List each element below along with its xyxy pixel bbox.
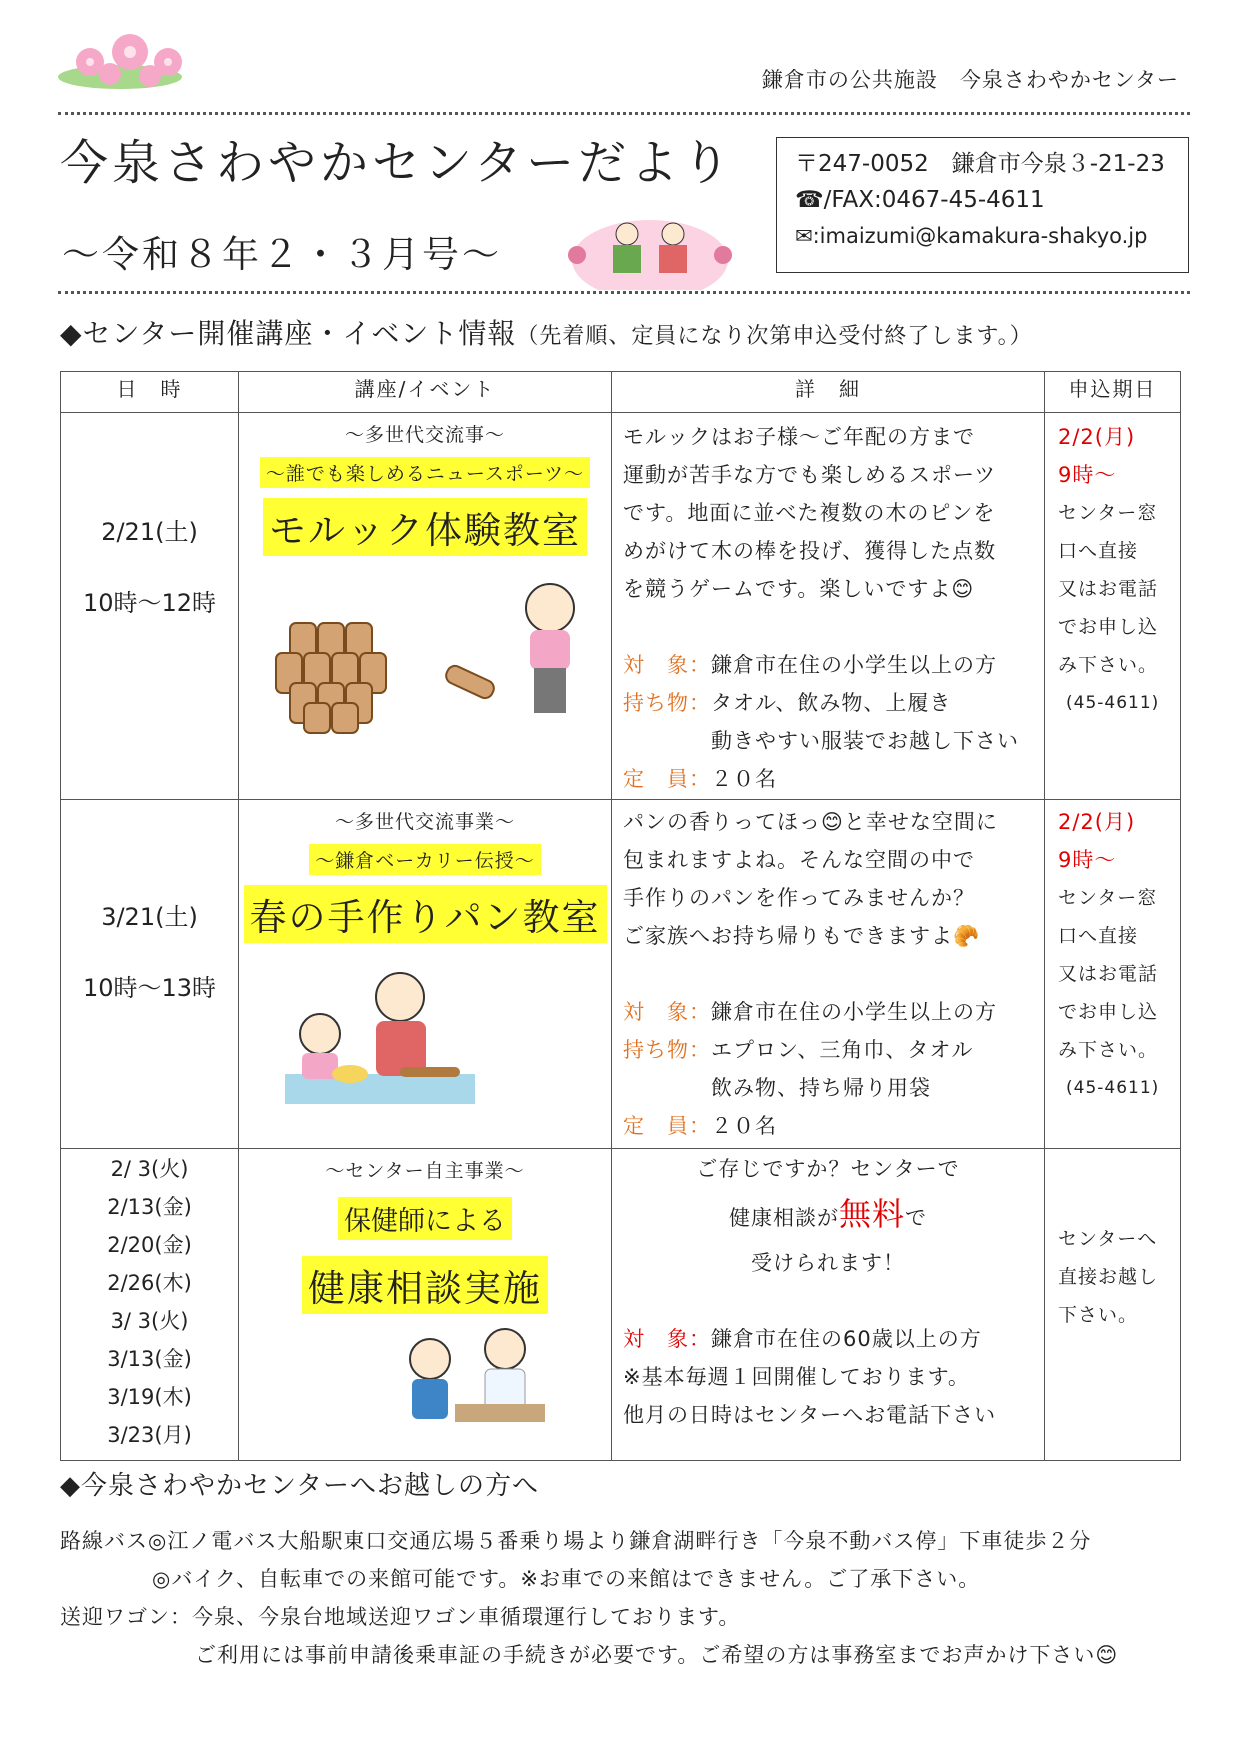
event-info: [239, 800, 612, 1149]
apply-line: み下さい。: [1058, 654, 1159, 676]
detail-line: 運動が苦手な方でも楽しめるスポーツ: [623, 463, 997, 487]
apply-line: 又はお電話: [1058, 578, 1159, 600]
event-deadline: [1045, 800, 1181, 1149]
deadline-date: 2/2(月): [1058, 810, 1136, 834]
event-category: ～多世代交流事業～: [334, 811, 515, 833]
event-date: 2/21(土): [101, 518, 198, 546]
table-row: [61, 800, 1181, 1149]
detail-line: パンの香りってほっ😊と幸せな空間に: [623, 810, 998, 834]
apply-line: 口へ直接: [1058, 925, 1139, 947]
events-heading: [60, 312, 1033, 352]
column-header: 詳 細: [612, 372, 1045, 413]
items-value: タオル、飲み物、上履き: [711, 691, 952, 715]
health-apply: [1045, 1149, 1181, 1461]
event-deadline: [1045, 413, 1181, 800]
table-header-row: [61, 372, 1181, 413]
deadline-time: 9時～: [1058, 463, 1117, 487]
apply-line: でお申し込: [1058, 1001, 1159, 1023]
health-date: 2/13(金): [107, 1195, 192, 1219]
health-date: 3/13(金): [107, 1347, 192, 1371]
issue-label: ～令和８年２・３月号～: [62, 233, 502, 276]
apply-line: 又はお電話: [1058, 963, 1159, 985]
health-date: 2/20(金): [107, 1233, 192, 1257]
divider: [58, 112, 1190, 115]
health-line3: 受けられます！: [751, 1251, 905, 1275]
target-value: 鎌倉市在住の小学生以上の方: [711, 1000, 997, 1024]
column-header: 申込期日: [1045, 372, 1181, 413]
event-datetime: [61, 800, 239, 1149]
items-label: 持ち物：: [623, 691, 711, 715]
detail-line: です。地面に並べた複数の木のピンを: [623, 501, 996, 525]
apply-line: センター窓: [1058, 502, 1158, 524]
detail-line: ご家族へお持ち帰りもできますよ🥐: [623, 924, 981, 948]
health-line1: 保健師による: [338, 1197, 512, 1240]
health-note: 他月の日時はセンターへお電話下さい: [623, 1403, 997, 1427]
column-header: 講座/イベント: [239, 372, 612, 413]
events-note: （先着順、定員になり次第申込受付終了します。）: [516, 324, 1033, 349]
phone-fax: ☎/FAX:0467-45-4611: [795, 187, 1045, 213]
event-subtitle: ～誰でも楽しめるニュースポーツ～: [260, 457, 590, 488]
access-wagon: 送迎ワゴン：今泉、今泉台地域送迎ワゴン車循環運行しております。: [60, 1605, 741, 1629]
health-detail: [612, 1149, 1045, 1461]
organization-name: 鎌倉市の公共施設 今泉さわやかセンター: [761, 68, 1179, 92]
event-detail: [612, 800, 1045, 1149]
events-table: [60, 371, 1181, 1461]
health-intro: ご存じですか？センターで: [696, 1157, 960, 1181]
apply-line: み下さい。: [1058, 1039, 1159, 1061]
capacity-value: ２０名: [711, 767, 777, 791]
event-info: [239, 413, 612, 800]
health-free: 無料: [838, 1195, 905, 1233]
deadline-time: 9時～: [1058, 848, 1117, 872]
capacity-label: 定 員：: [623, 767, 711, 791]
apply-line: 口へ直接: [1058, 540, 1139, 562]
email-address: ✉:imaizumi@kamakura-shakyo.jp: [795, 224, 1148, 248]
capacity-label: 定 員：: [623, 1114, 711, 1138]
items-value: 飲み物、持ち帰り用袋: [711, 1076, 931, 1100]
health-title: 健康相談実施: [302, 1256, 548, 1314]
items-value: エプロン、三角巾、タオル: [711, 1038, 974, 1062]
table-row: [61, 413, 1181, 800]
target-label: 対 象：: [623, 1000, 711, 1024]
column-header: 日 時: [61, 372, 239, 413]
health-date: 3/19(木): [107, 1385, 192, 1409]
postal-address: 〒247-0052 鎌倉市今泉３-21-23: [795, 151, 1165, 177]
apply-phone: (45-4611): [1066, 1078, 1160, 1098]
health-pre: 健康相談が: [728, 1206, 839, 1230]
health-date: 3/ 3(火): [110, 1309, 189, 1333]
hina-dolls-icon: [565, 200, 735, 290]
event-date: 3/21(土): [101, 903, 198, 931]
health-date: 2/ 3(火): [110, 1157, 189, 1181]
detail-line: めがけて木の棒を投げ、獲得した点数: [623, 539, 997, 563]
target-label: 対 象：: [623, 1327, 711, 1351]
detail-line: を競うゲームです。楽しいですよ😊: [623, 577, 975, 601]
bread-making-illustration: [240, 959, 610, 1114]
apply-phone: (45-4611): [1066, 693, 1160, 713]
divider: [58, 291, 1190, 294]
health-date: 3/23(月): [107, 1423, 192, 1447]
page-title: 今泉さわやかセンターだより: [60, 135, 735, 191]
target-label: 対 象：: [623, 653, 711, 677]
items-label: 持ち物：: [623, 1038, 711, 1062]
apply-line: 直接お越し: [1058, 1266, 1159, 1288]
access-bus: 路線バス◎江ノ電バス大船駅東口交通広場５番乗り場より鎌倉湖畔行き「今泉不動バス停」下車徒歩２分: [60, 1529, 1092, 1553]
access-bike: ◎バイク、自転車での来館可能です。※お車での来館はできません。ご了承下さい。: [152, 1567, 981, 1591]
cherry-blossom-icon: [50, 22, 205, 102]
events-heading-text: ◆センター開催講座・イベント情報: [60, 317, 517, 350]
apply-line: でお申し込: [1058, 616, 1159, 638]
health-info: [239, 1149, 612, 1461]
health-note: ※基本毎週１回開催しております。: [623, 1365, 970, 1389]
detail-line: 手作りのパンを作ってみませんか？: [623, 886, 975, 910]
detail-line: モルックはお子様～ご年配の方まで: [623, 425, 975, 449]
detail-line: 包まれますよね。そんな空間の中で: [623, 848, 975, 872]
event-title: モルック体験教室: [263, 498, 587, 556]
access-heading: ◆今泉さわやかセンターへお越しの方へ: [60, 1471, 539, 1501]
table-row: [61, 1149, 1181, 1461]
apply-line: センター窓: [1058, 887, 1158, 909]
event-time: 10時～12時: [82, 589, 217, 617]
health-date: 2/26(木): [107, 1271, 192, 1295]
health-category: ～センター自主事業～: [325, 1160, 525, 1182]
capacity-value: ２０名: [711, 1114, 777, 1138]
event-detail: [612, 413, 1045, 800]
deadline-date: 2/2(月): [1058, 425, 1136, 449]
event-time: 10時～13時: [82, 974, 217, 1002]
consultation-illustration: [240, 1324, 610, 1424]
target-value: 鎌倉市在住の小学生以上の方: [711, 653, 997, 677]
event-datetime: [61, 413, 239, 800]
molkky-illustration: [240, 568, 610, 738]
health-dates: [61, 1149, 239, 1461]
event-category: ～多世代交流事～: [344, 424, 505, 446]
items-value: 動きやすい服装でお越し下さい: [711, 729, 1019, 753]
target-value: 鎌倉市在住の60歳以上の方: [711, 1327, 982, 1351]
apply-line: センターへ: [1058, 1228, 1158, 1250]
health-post: で: [905, 1206, 927, 1230]
event-title: 春の手作りパン教室: [244, 885, 607, 943]
access-wagon-note: ご利用には事前申請後乗車証の手続きが必要です。ご希望の方は事務室までお声かけ下さい😊: [195, 1643, 1119, 1667]
event-subtitle: ～鎌倉ベーカリー伝授～: [309, 844, 541, 875]
contact-box: [776, 137, 1189, 273]
apply-line: 下さい。: [1058, 1304, 1139, 1326]
